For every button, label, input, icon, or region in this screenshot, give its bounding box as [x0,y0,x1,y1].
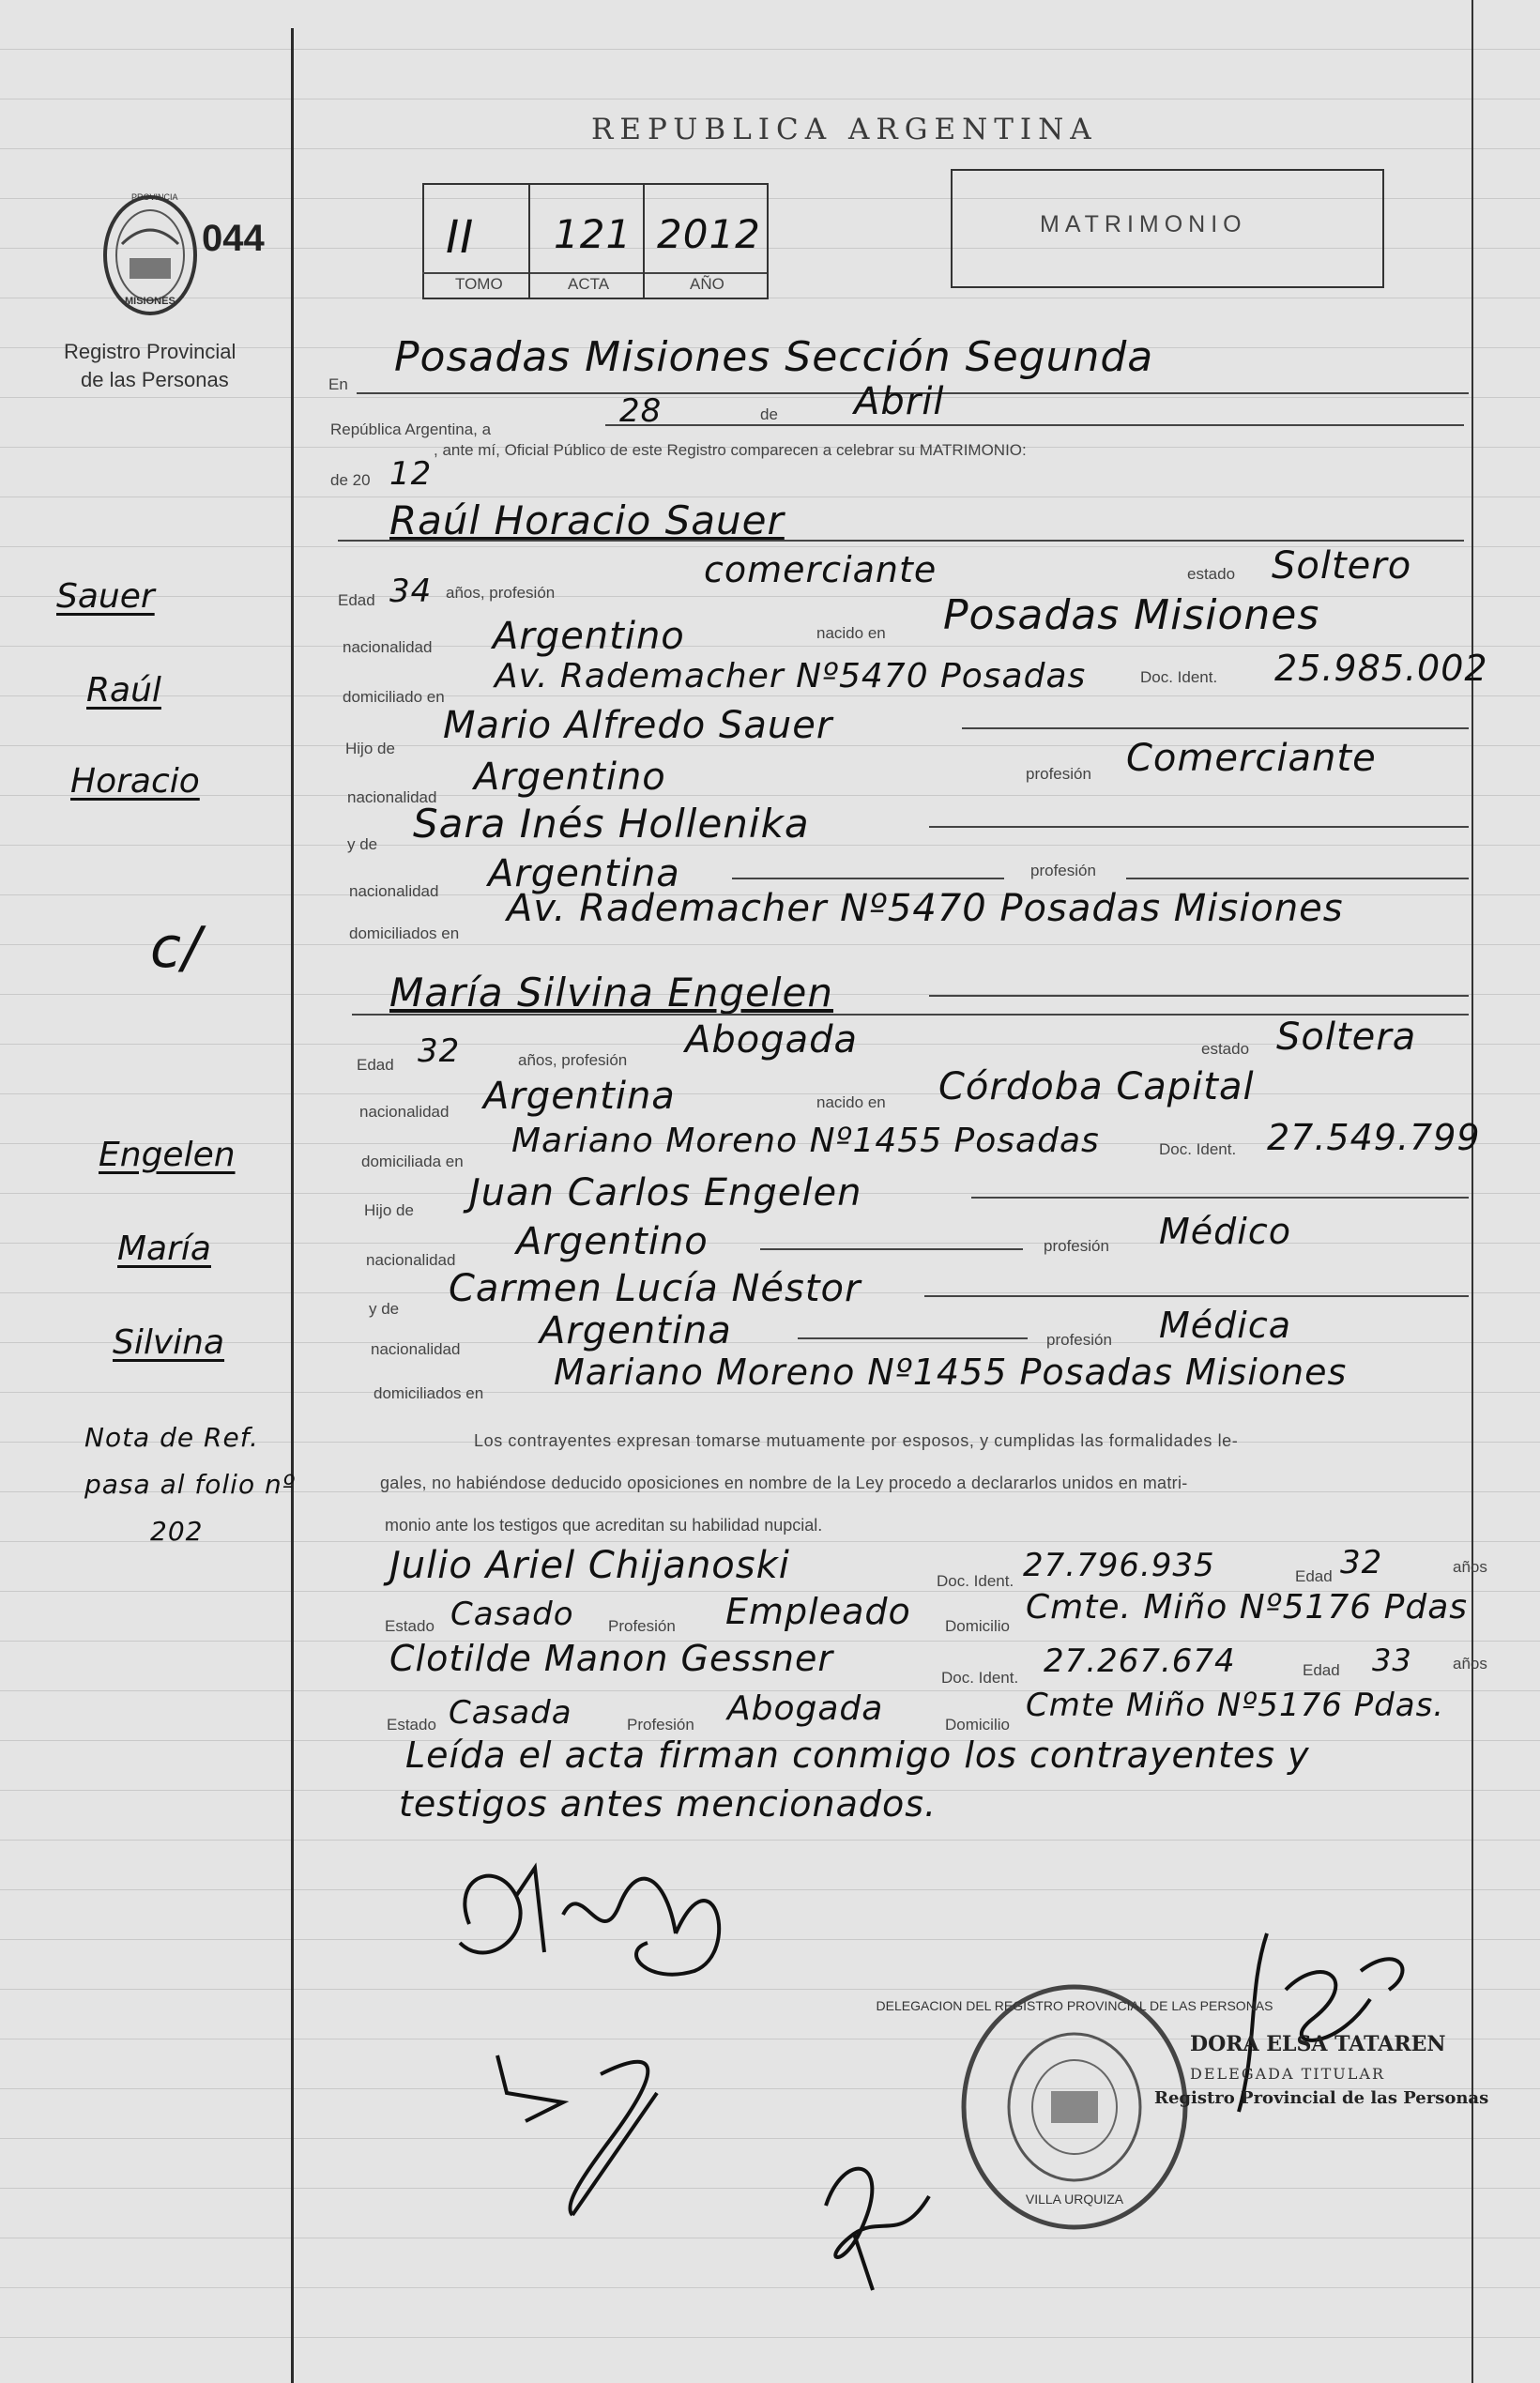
signature-bride [469,2018,751,2224]
registry-number: 044 [202,218,265,259]
intro-month: Abril [854,380,945,423]
witness1-estado-label: Estado [385,1617,435,1635]
seal-top-text: PROVINCIA [131,192,178,202]
intro-day: 28 [619,392,663,430]
groom-madre-nac-label: nacionalidad [349,882,439,900]
groom-y-de-label: y de [347,835,378,853]
groom-name: Raúl Horacio Sauer [389,497,785,543]
groom-doc-label: Doc. Ident. [1140,668,1218,686]
witness2-domicilio: Cmte Miño Nº5176 Pdas. [1026,1687,1445,1724]
groom-estado: Soltero [1272,544,1412,588]
witness1-anos-label: años [1453,1558,1487,1576]
groom-anos-profesion-label: años, profesión [446,584,556,602]
groom-padres-dom: Av. Rademacher Nº5470 Posadas Misiones [507,887,1344,930]
declaration-line-3: monio ante los testigos que acreditan su habilidad nupcial. [385,1516,823,1535]
witness1-profesion-label: Profesión [608,1617,676,1635]
year-prefix: de 20 [330,471,371,489]
witness1-domicilio: Cmte. Miño Nº5176 Pdas [1026,1588,1469,1627]
bride-madre-nac: Argentina [540,1309,732,1352]
ano-label: AÑO [690,275,724,293]
bride-padre-nac: Argentino [516,1220,709,1263]
groom-domicilio: Av. Rademacher Nº5470 Posadas [495,657,1087,695]
bride-profesion: Abogada [685,1018,859,1062]
groom-padres-dom-label: domiciliados en [349,924,460,942]
bride-domiciliado-label: domiciliada en [361,1153,464,1170]
closing-line-1: Leída el acta firman conmigo los contrayentes y [405,1734,1310,1776]
bride-madre: Carmen Lucía Néstor [449,1267,861,1310]
bride-estado: Soltera [1276,1016,1417,1059]
bride-madre-nac-label: nacionalidad [371,1340,461,1358]
officer-title: DELEGADA TITULAR [1190,2065,1385,2083]
groom-domiciliado-label: domiciliado en [343,688,445,706]
bride-doc-label: Doc. Ident. [1159,1140,1237,1158]
tomo-value: II [446,211,475,264]
groom-nacido-label: nacido en [816,624,886,642]
registry-label-1: Registro Provincial [64,340,236,363]
groom-padre-prof: Comerciante [1126,737,1377,780]
ano-value: 2012 [657,211,761,257]
bride-hijo-label: Hijo de [364,1201,414,1219]
seal-bottom-text: MISIONES [125,296,175,307]
witness1-doc: 27.796.935 [1023,1547,1215,1584]
closing-line-2: testigos antes mencionados. [399,1783,938,1825]
bride-madre-prof-label: profesión [1046,1331,1112,1349]
margin-note-1: Nota de Ref. [84,1422,259,1453]
groom-madre: Sara Inés Hollenika [413,801,810,847]
bride-padre: Juan Carlos Engelen [469,1171,862,1214]
bride-padre-prof: Médico [1159,1211,1291,1252]
intro-place: Posadas Misiones Sección Segunda [394,333,1154,381]
margin-name1-groom: Raúl [86,671,161,710]
witness2-edad-label: Edad [1303,1661,1340,1679]
acta-value: 121 [554,211,633,257]
groom-nacionalidad-label: nacionalidad [343,638,433,656]
groom-nacido: Posadas Misiones [943,591,1320,639]
bride-edad-label: Edad [357,1056,394,1074]
groom-doc: 25.985.002 [1274,648,1488,689]
bride-estado-label: estado [1201,1040,1250,1058]
declaration-line-2: gales, no habiéndose deducido oposiciones en nombre de la Ley procedo a declararlos unidos en matri- [380,1474,1188,1492]
signature-witness [788,2131,976,2299]
tomo-label: TOMO [455,275,503,293]
intro-statement: , ante mí, Oficial Público de este Registro comparecen a celebrar su MATRIMONIO: [434,441,1027,459]
witness2-profesion: Abogada [727,1689,884,1728]
bride-y-de-label: y de [369,1300,400,1318]
year-suffix: 12 [389,455,433,493]
groom-padre-prof-label: profesión [1026,765,1091,783]
country-title: REPUBLICA ARGENTINA [591,113,1098,146]
margin-name1-bride: María [117,1230,211,1268]
bride-padre-nac-label: nacionalidad [366,1251,456,1269]
witness2-name: Clotilde Manon Gessner [389,1638,834,1679]
witness2-doc-label: Doc. Ident. [941,1669,1019,1687]
officer-office: Registro Provincial de las Personas [1154,2088,1489,2108]
bride-edad: 32 [418,1032,461,1070]
groom-padre-nac-label: nacionalidad [347,788,437,806]
bride-madre-prof: Médica [1159,1305,1292,1346]
bride-nacido-label: nacido en [816,1093,886,1111]
margin-name2-groom: Horacio [70,762,200,801]
bride-doc: 27.549.799 [1267,1117,1481,1158]
bride-domicilio: Mariano Moreno Nº1455 Posadas [511,1122,1100,1160]
groom-edad-label: Edad [338,591,375,609]
margin-name2-bride: Silvina [113,1323,225,1362]
de-label: de [760,405,778,423]
bride-nacido: Córdoba Capital [938,1065,1255,1108]
bride-padre-prof-label: profesión [1044,1237,1109,1255]
witness2-edad: 33 [1372,1642,1412,1678]
act-type-title: MATRIMONIO [1040,211,1247,237]
witness2-profesion-label: Profesión [627,1716,694,1734]
groom-madre-nac: Argentina [488,852,680,895]
witness1-edad: 32 [1340,1544,1383,1581]
en-label: En [328,375,348,393]
witness2-anos-label: años [1453,1655,1487,1673]
registry-label-2: de las Personas [81,368,229,391]
bride-anos-profesion-label: años, profesión [518,1051,628,1069]
witness1-domicilio-label: Domicilio [945,1617,1010,1635]
bride-nacionalidad: Argentina [483,1075,676,1118]
bride-nacionalidad-label: nacionalidad [359,1103,450,1121]
groom-edad: 34 [389,573,433,610]
groom-madre-prof-label: profesión [1030,862,1096,879]
seal-ring-text: DELEGACION DEL REGISTRO PROVINCIAL DE LAS PERSONAS [876,1998,1273,2013]
margin-note-3: 202 [150,1516,204,1547]
bride-padres-dom: Mariano Moreno Nº1455 Posadas Misiones [554,1352,1348,1393]
groom-padre: Mario Alfredo Sauer [443,704,833,747]
witness2-domicilio-label: Domicilio [945,1716,1010,1734]
groom-estado-label: estado [1187,565,1236,583]
groom-profesion: comerciante [704,549,938,590]
groom-padre-nac: Argentino [474,756,666,799]
seal-ring-place: VILLA URQUIZA [1025,2192,1124,2207]
witness1-edad-label: Edad [1295,1567,1333,1585]
officer-name: DORA ELSA TATAREN [1190,2032,1446,2056]
witness1-name: Julio Ariel Chijanoski [389,1544,790,1587]
declaration-line-1: Los contrayentes expresan tomarse mutuamente por esposos, y cumplidas las formalidades le- [474,1431,1239,1450]
witness2-doc: 27.267.674 [1044,1642,1236,1680]
republica-label: República Argentina, a [330,420,492,438]
groom-nacionalidad: Argentino [493,615,685,658]
margin-rule [291,28,294,2383]
margin-note-2: pasa al folio nº [84,1469,296,1500]
paper-edge [1471,0,1473,2383]
margin-connector: c/ [150,915,203,981]
acta-label: ACTA [568,275,610,293]
bride-name: María Silvina Engelen [389,970,834,1016]
witness2-estado: Casada [449,1694,572,1732]
witness2-estado-label: Estado [387,1716,436,1734]
witness1-estado: Casado [450,1596,574,1633]
witness1-doc-label: Doc. Ident. [937,1572,1014,1590]
bride-padres-dom-label: domiciliados en [374,1384,484,1402]
witness1-profesion: Empleado [725,1591,911,1632]
margin-surname-groom: Sauer [56,577,155,616]
groom-hijo-label: Hijo de [345,740,395,757]
signature-groom [432,1840,751,1990]
margin-surname-bride: Engelen [99,1136,236,1174]
